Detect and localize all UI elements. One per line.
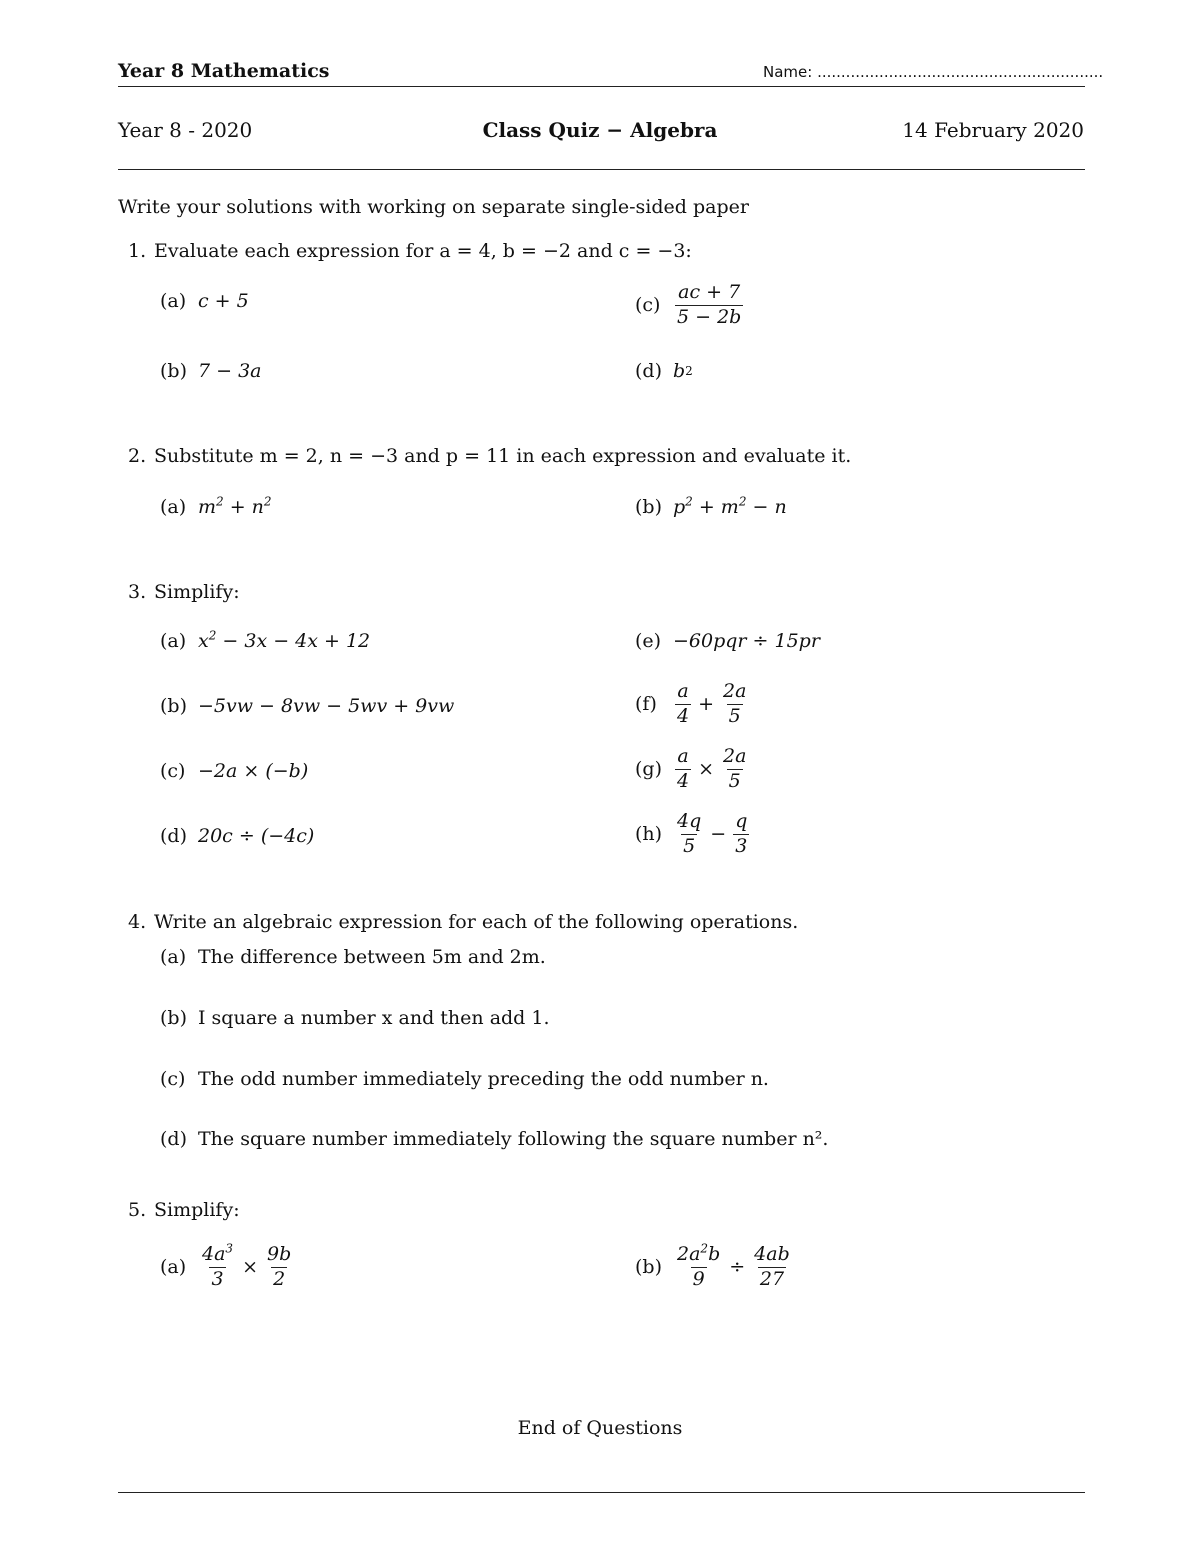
q1d-base: b [673, 360, 686, 382]
q1-text: Evaluate each expression for a = 4, b = −2 and c = −3: [154, 240, 692, 262]
q3-part-f: (f) $\frac{a}{4}$ + $\frac{2a}{5}$ [635, 680, 747, 727]
name-field-label: Name: ............................................................ [763, 63, 1104, 81]
q5a-label: (a) [160, 1256, 187, 1279]
q1a-expr: c + 5 [198, 290, 249, 312]
quiz-date: 14 February 2020 [902, 118, 1084, 142]
q5a-frac1: $\frac{4a^3}{3}$ [202, 1241, 234, 1290]
q3b-label: (b) [160, 695, 187, 717]
year-label: Year 8 - 2020 [118, 118, 253, 142]
q5-text: Simplify: [154, 1199, 240, 1221]
q3g-frac2: $\frac{2a}{5}$ [723, 745, 747, 792]
q3-part-e [635, 630, 820, 652]
q5a-frac2: $\frac{9b}{2}$ [266, 1243, 292, 1290]
q4a-text: The difference between 5m and 2m. [198, 946, 546, 968]
q2b-label: (b) [635, 496, 662, 518]
q1-part-d: (d) b 2 [635, 360, 693, 382]
q3-part-a [160, 630, 370, 652]
end-of-questions: End of Questions [517, 1417, 683, 1439]
q5b-label: (b) [635, 1256, 662, 1279]
q4b-label: (b) [160, 1007, 187, 1029]
q4-number: 4. [128, 911, 147, 933]
q2a-label: (a) [160, 496, 187, 518]
q3-part-d [160, 825, 314, 847]
q1-part-b [160, 360, 262, 382]
q1d-label: (d) [635, 360, 662, 382]
q5-part-b: (b) $\frac{2a^2b}{9}$ ÷ $\frac{4ab}{27}$ [635, 1241, 790, 1290]
q5b-frac2: $\frac{4ab}{27}$ [754, 1243, 790, 1290]
quiz-title: Class Quiz − Algebra [482, 118, 718, 142]
q2-text: Substitute m = 2, n = −3 and p = 11 in each expression and evaluate it. [154, 445, 852, 467]
q3d-label: (d) [160, 825, 187, 847]
title-rule [118, 169, 1085, 170]
q3-number: 3. [128, 581, 147, 603]
q4c-text: The odd number immediately preceding the odd number n. [198, 1068, 769, 1090]
q3e-expr: −60pqr ÷ 15pr [673, 630, 820, 652]
q3a-expr: $x^2 - 3x - 4x + 12$ [198, 628, 371, 652]
q3-text: Simplify: [154, 581, 240, 603]
q4d-text: The square number immediately following the square number n². [198, 1128, 829, 1150]
q1c-label: (c) [635, 294, 661, 317]
q1c-denominator: 5 − 2b [677, 305, 742, 328]
q3f-frac1: $\frac{a}{4}$ [677, 680, 690, 727]
q2a-expr: $m^2 + n^2$ [198, 494, 272, 518]
q1-part-c [635, 281, 745, 330]
q2b-expr: $p^2 + m^2 - n$ [673, 494, 787, 518]
q1b-expr: 7 − 3a [198, 360, 262, 382]
q3f-frac2: $\frac{2a}{5}$ [723, 680, 747, 727]
q3-part-g: (g) $\frac{a}{4}$ × $\frac{2a}{5}$ [635, 745, 747, 792]
q5-number: 5. [128, 1199, 147, 1221]
q4-part-c [160, 1068, 769, 1090]
q3b-expr: −5vw − 8vw − 5wv + 9vw [198, 695, 455, 717]
q2-part-b [635, 496, 787, 518]
q1-number: 1. [128, 240, 147, 262]
q3f-label: (f) [635, 693, 657, 716]
q2-number: 2. [128, 445, 147, 467]
footer-rule [118, 1492, 1085, 1493]
q4b-text: I square a number x and then add 1. [198, 1007, 550, 1029]
q3g-label: (g) [635, 758, 662, 781]
q3-part-h: (h) $\frac{4q}{5}$ − $\frac{q}{3}$ [635, 810, 748, 857]
q1c-fraction [675, 281, 743, 330]
q3h-frac1: $\frac{4q}{5}$ [677, 810, 702, 857]
q4c-label: (c) [160, 1068, 186, 1090]
q3g-frac1: $\frac{a}{4}$ [677, 745, 690, 792]
q3h-frac2: $\frac{q}{3}$ [735, 810, 748, 857]
instructions: Write your solutions with working on separate single-sided paper [118, 196, 749, 218]
q5b-frac1: $\frac{2a^2b}{9}$ [677, 1241, 721, 1290]
q3-part-b [160, 695, 454, 717]
q1b-label: (b) [160, 360, 187, 382]
q3-part-c [160, 760, 308, 782]
q3e-label: (e) [635, 630, 662, 652]
q2-part-a [160, 496, 272, 518]
q1c-numerator: ac + 7 [678, 281, 741, 303]
q3d-expr: 20c ÷ (−4c) [198, 825, 315, 847]
q3c-label: (c) [160, 760, 186, 782]
q3a-label: (a) [160, 630, 187, 652]
q4-part-d [160, 1128, 828, 1150]
q4d-label: (d) [160, 1128, 187, 1150]
header-rule [118, 86, 1085, 87]
q3c-expr: −2a × (−b) [198, 760, 309, 782]
q1-part-a [160, 290, 249, 312]
q3h-label: (h) [635, 823, 663, 846]
q5-part-a: (a) $\frac{4a^3}{3}$ × $\frac{9b}{2}$ [160, 1241, 292, 1290]
q4-part-a [160, 946, 546, 968]
q4-text: Write an algebraic expression for each of the following operations. [154, 911, 799, 933]
course-title: Year 8 Mathematics [118, 60, 330, 82]
q1a-label: (a) [160, 290, 187, 312]
q4a-label: (a) [160, 946, 187, 968]
q4-part-b [160, 1007, 550, 1029]
